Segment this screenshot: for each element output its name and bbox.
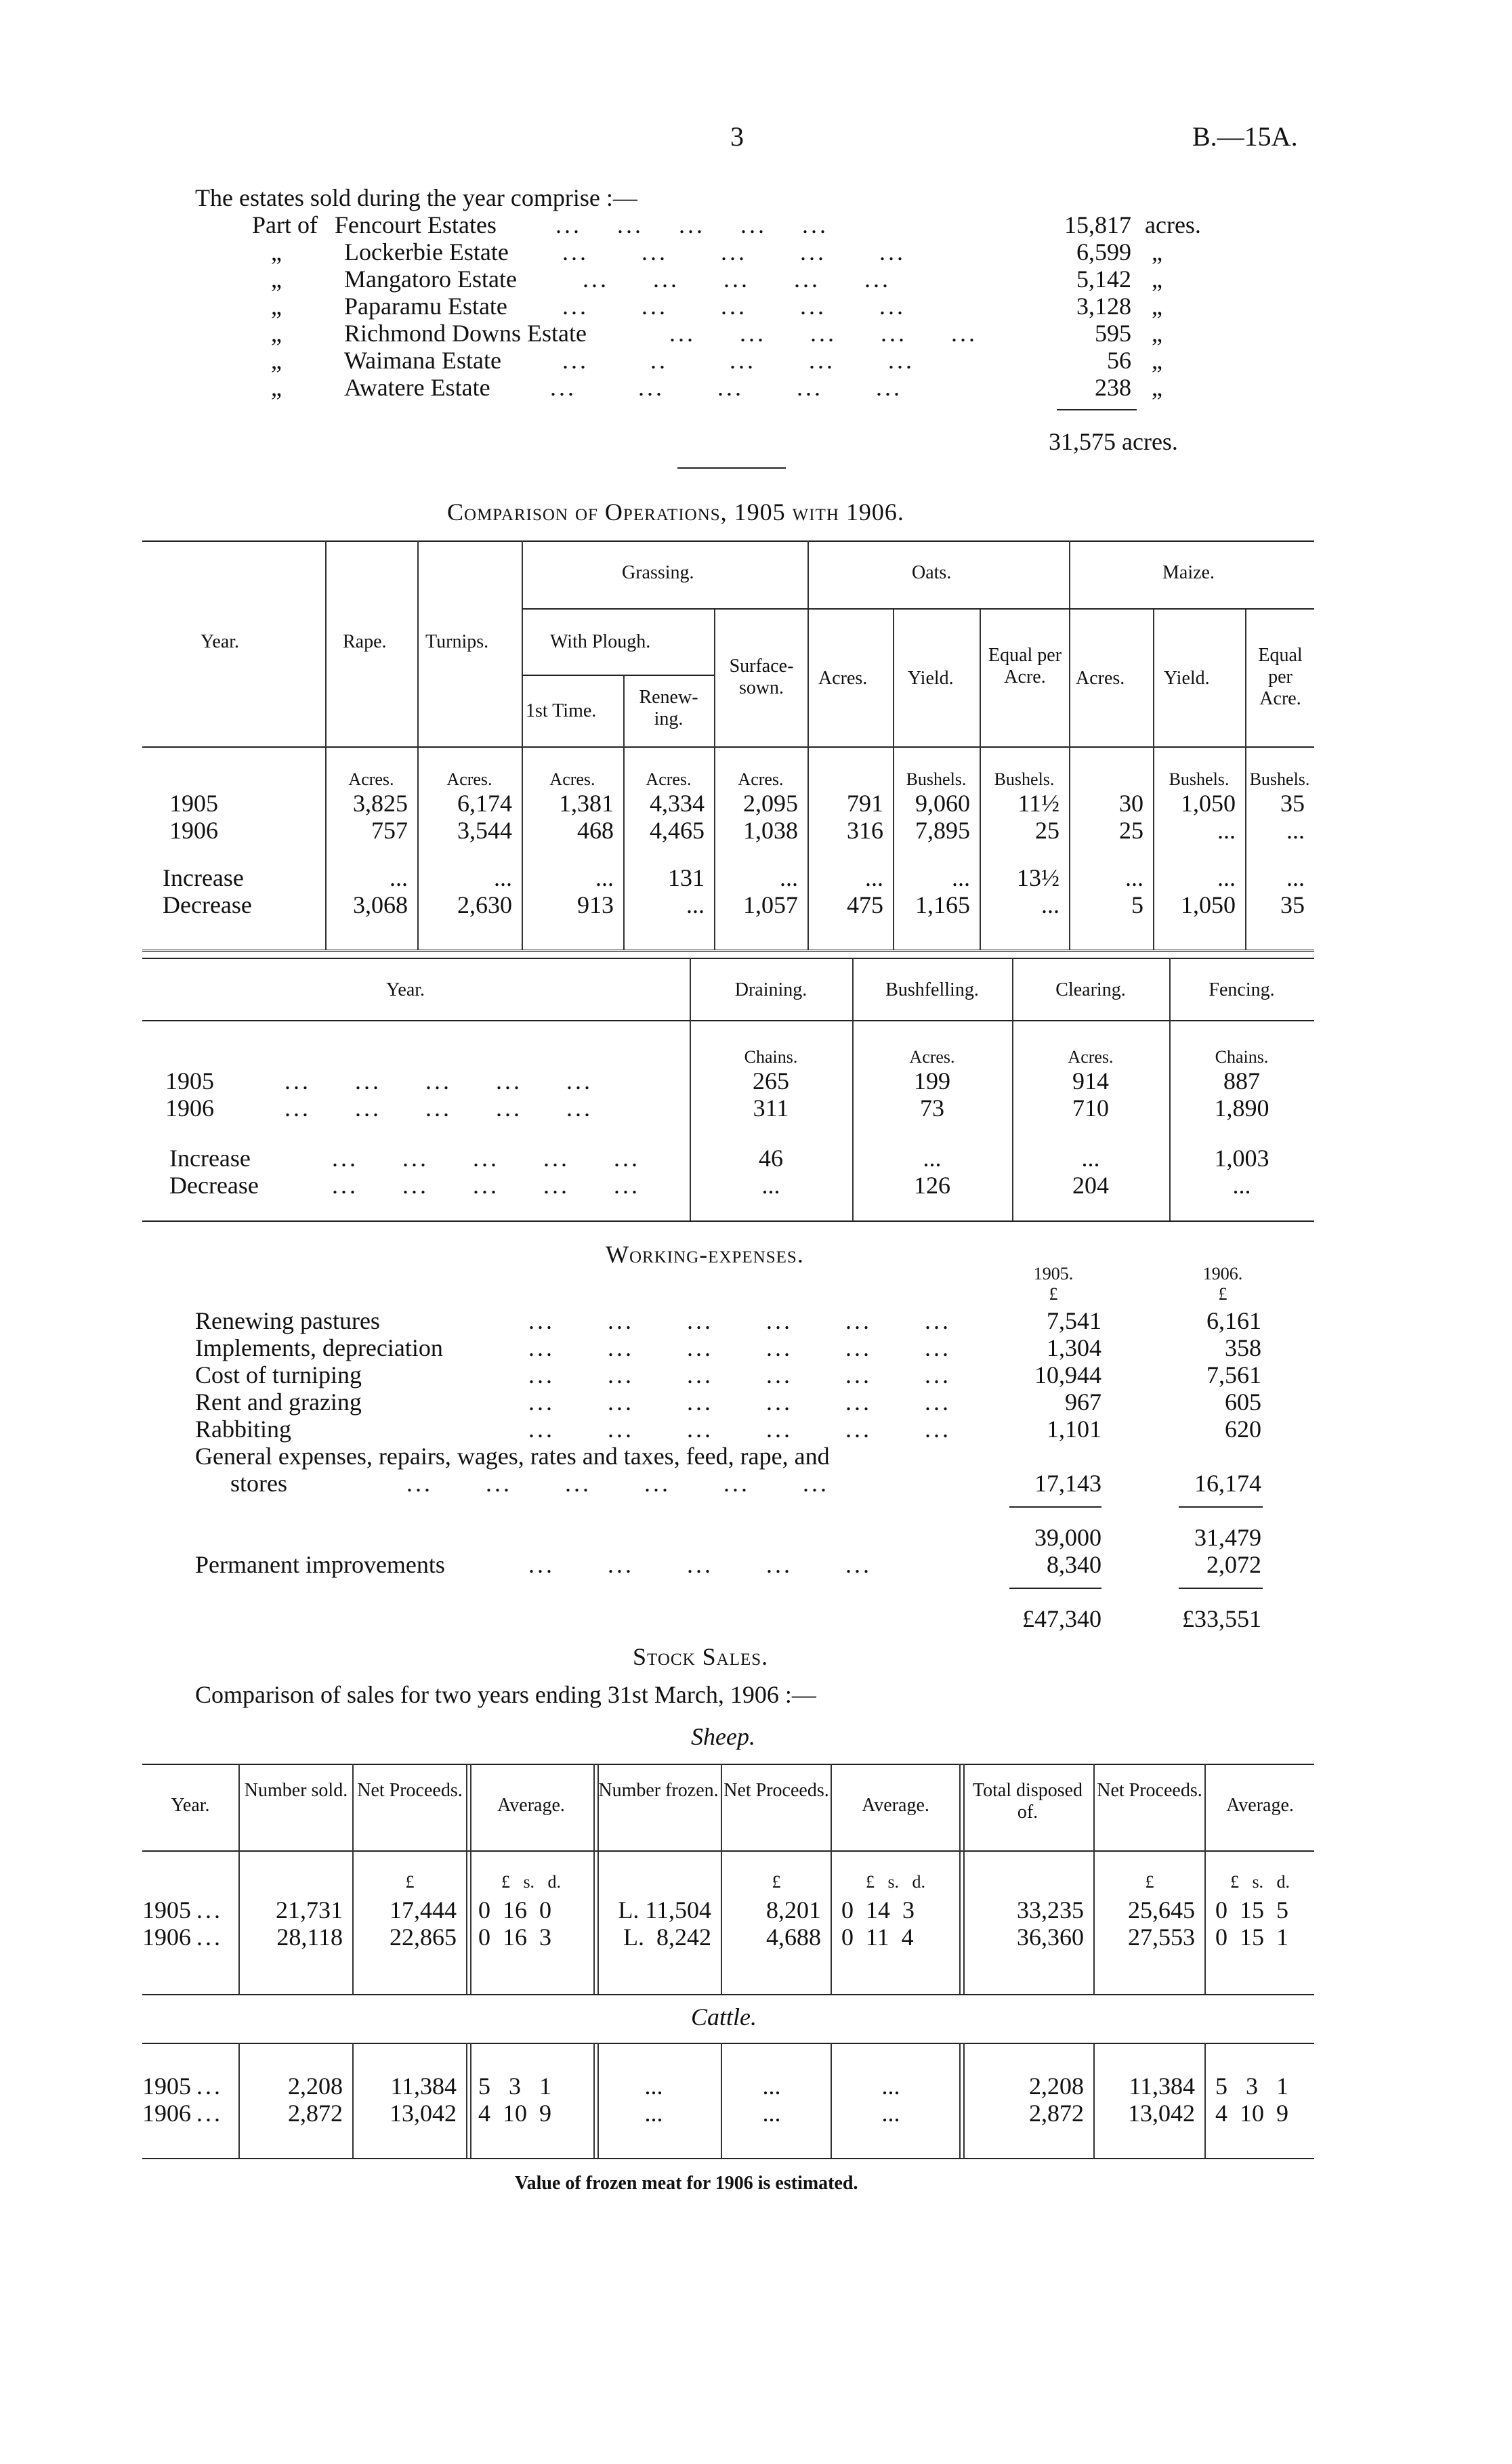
currency-symbol: £	[1049, 1284, 1058, 1304]
general-expenses-label: General expenses, repairs, wages, rates and taxes, feed, rape, and	[195, 1443, 830, 1470]
section-rule	[677, 467, 786, 469]
col-header-maize-equal: Equal per Acre.	[1258, 645, 1303, 709]
expense-1905: 1,101	[1047, 1416, 1101, 1443]
estate-prefix: Part of	[252, 211, 318, 238]
table-cell: 265	[753, 1067, 789, 1095]
col-header-oats-yield: Yield.	[908, 668, 954, 689]
leader-dots: ... ... ... ... ... ...	[528, 1416, 951, 1443]
col-header-average: Average.	[1226, 1795, 1294, 1816]
table-cell: 1,381	[559, 790, 614, 817]
header-rule	[807, 608, 1069, 610]
total-1906: £33,551	[1182, 1605, 1261, 1632]
table-cell: 25	[1119, 817, 1143, 844]
expense-1905: 967	[1065, 1388, 1101, 1416]
table-bottom-rule	[142, 1220, 1314, 1222]
estate-unit: „	[1152, 293, 1162, 320]
estate-name: Mangatoro Estate	[344, 265, 517, 293]
table-cell: ...	[494, 864, 512, 891]
table-cell: 30	[1119, 790, 1143, 817]
table-cell: 4,465	[650, 817, 705, 844]
col-header-clearing: Clearing.	[1055, 979, 1126, 1000]
table-cell: 914	[1072, 1067, 1109, 1095]
col-header-maize-acres: Acres.	[1076, 668, 1125, 689]
table-cell: L. 8,242	[623, 1924, 711, 1951]
row-label: 1906	[165, 1095, 214, 1122]
leader-dots: ... ... ... ... ... ...	[528, 1334, 951, 1361]
table-cell: 757	[371, 817, 408, 844]
unit-label: Acres.	[738, 769, 784, 789]
col-header-net-proceeds: Net Proceeds.	[1097, 1780, 1202, 1801]
expense-1906: 620	[1225, 1416, 1261, 1443]
table-cell: 5	[1131, 891, 1143, 918]
unit-label: Bushels.	[906, 769, 967, 789]
leader-dots: ...	[196, 1924, 223, 1951]
table-cell: 46	[759, 1145, 783, 1172]
col-header-oats-equal: Equal per Acre.	[988, 645, 1062, 687]
sheep-title: Sheep.	[691, 1723, 755, 1750]
leader-dots: ... ... ... ... ...	[332, 1145, 640, 1172]
unit-label: Acres.	[549, 769, 595, 789]
expenses-col-1905: 1905.	[1033, 1264, 1074, 1283]
table-cell: 475	[847, 891, 883, 918]
estate-name: Richmond Downs Estate	[344, 320, 587, 347]
table-cell: 0 14 3	[841, 1896, 915, 1924]
table-cell: 913	[577, 891, 614, 918]
table-cell: 5 3 1	[478, 2073, 551, 2100]
table-bottom-rule	[142, 1994, 1314, 1995]
table-cell: ...	[780, 864, 798, 891]
estates-total: 31,575 acres.	[1049, 428, 1178, 455]
table-cell: ...	[881, 2100, 900, 2127]
table-cell: 22,865	[390, 1924, 457, 1951]
leader-dots: ... ... ... ... ...	[669, 320, 978, 347]
column-rule	[1204, 2043, 1206, 2158]
total-rule	[1179, 1588, 1263, 1589]
col-header-average: Average.	[862, 1795, 929, 1816]
table-cell: 887	[1223, 1067, 1260, 1095]
table-cell: ...	[1041, 891, 1059, 918]
stock-title: Stock Sales.	[633, 1643, 769, 1670]
col-header-turnips: Turnips.	[425, 631, 489, 652]
header-bottom-rule	[142, 1850, 1314, 1852]
table-cell: ...	[644, 2100, 663, 2127]
total-rule	[1009, 1588, 1101, 1589]
expense-label: Cost of turniping	[195, 1361, 362, 1388]
table-cell: 316	[847, 817, 883, 844]
row-label: Decrease	[169, 1172, 259, 1199]
table-cell: 126	[914, 1172, 950, 1199]
header-bottom-rule	[142, 746, 1314, 748]
table-cell: 791	[847, 790, 883, 817]
estate-acres: 3,128	[1076, 293, 1131, 320]
estate-prefix: „	[271, 293, 282, 320]
table-cell: 36,360	[1017, 1924, 1084, 1951]
unit-label: £	[405, 1872, 415, 1892]
unit-label: Bushels.	[1169, 769, 1230, 789]
table-cell: 311	[753, 1095, 789, 1122]
row-label: Decrease	[163, 891, 252, 918]
table-cell: 1,050	[1181, 790, 1236, 817]
leader-dots: ... ... ... ... ...	[562, 293, 906, 320]
row-label: 1906	[142, 1924, 191, 1951]
estate-prefix: „	[271, 238, 282, 265]
unit-label: Chains.	[1215, 1047, 1269, 1067]
expense-1905: 10,944	[1034, 1361, 1101, 1388]
permanent-label: Permanent improvements	[195, 1551, 445, 1578]
leader-dots: ... ... ... ... ...	[555, 211, 828, 238]
leader-dots: ...	[196, 2100, 223, 2127]
subtotal-rule	[1179, 1506, 1263, 1508]
table-cell: 0 15 1	[1215, 1924, 1288, 1951]
header-rule	[522, 675, 714, 676]
table-cell: 13,042	[390, 2100, 457, 2127]
row-label: 1906	[142, 2100, 191, 2127]
table-cell: 73	[920, 1095, 944, 1122]
leader-dots: ...	[196, 1896, 223, 1924]
table-cell: 0 16 0	[478, 1896, 551, 1924]
table-cell: ...	[923, 1145, 942, 1172]
col-header-number-frozen: Number frozen.	[598, 1780, 719, 1801]
table-cell: 13,042	[1128, 2100, 1195, 2127]
table-cell: 25,645	[1128, 1896, 1195, 1924]
row-label: 1905	[165, 1067, 214, 1095]
col-header-oats: Oats.	[912, 562, 952, 583]
table-cell: 33,235	[1017, 1896, 1084, 1924]
table-cell: 2,208	[288, 2073, 343, 2100]
table-cell: 2,095	[743, 790, 798, 817]
unit-label: Acres.	[646, 769, 692, 789]
expenses-title: Working-expenses.	[606, 1241, 804, 1268]
unit-label: Acres.	[446, 769, 492, 789]
row-label: 1905	[142, 1896, 191, 1924]
col-header-rape: Rape.	[343, 631, 387, 652]
table-cell: 4 10 9	[478, 2100, 551, 2127]
table-cell: 21,731	[276, 1896, 343, 1924]
table-cell: 0 16 3	[478, 1924, 551, 1951]
col-header-grassing: Grassing.	[622, 562, 694, 583]
expenses-col-1906: 1906.	[1202, 1264, 1243, 1283]
table-cell: 2,208	[1029, 2073, 1084, 2100]
table-cell: ...	[1081, 1145, 1100, 1172]
table-cell: ...	[595, 864, 614, 891]
unit-label: £ s. d.	[865, 1872, 926, 1892]
col-header-bushfelling: Bushfelling.	[885, 979, 979, 1000]
total-1905: £47,340	[1022, 1605, 1101, 1632]
table-cell: ...	[1125, 864, 1143, 891]
estate-prefix: „	[271, 374, 282, 401]
general-1905: 17,143	[1034, 1470, 1101, 1497]
estate-name: Fencourt Estates	[335, 211, 497, 238]
table-cell: 6,174	[457, 790, 512, 817]
page-number: 3	[730, 121, 744, 152]
estate-name: Waimana Estate	[344, 347, 501, 374]
estate-acres: 56	[1107, 347, 1131, 374]
table-cell: 3,544	[457, 817, 512, 844]
table-cell: ...	[762, 2073, 781, 2100]
table-cell: 13½	[1017, 864, 1059, 891]
table-cell: 1,057	[743, 891, 798, 918]
table-cell: 1,890	[1214, 1095, 1269, 1122]
table-cell: 0 11 4	[841, 1924, 914, 1951]
col-header-maize-yield: Yield.	[1164, 668, 1210, 689]
table-cell: 4 10 9	[1215, 2100, 1288, 2127]
estate-unit: „	[1152, 320, 1162, 347]
estate-name: Awatere Estate	[344, 374, 490, 401]
table-cell: ...	[1217, 817, 1236, 844]
leader-dots: ... ... ... ... ...	[285, 1067, 593, 1095]
table-cell: 468	[577, 817, 614, 844]
estate-prefix: „	[271, 265, 282, 293]
estates-intro: The estates sold during the year comprise :—	[195, 184, 637, 211]
general-1906: 16,174	[1194, 1470, 1261, 1497]
table-top-rule	[142, 2043, 1314, 2044]
row-label: Increase	[163, 864, 244, 891]
estate-name: Lockerbie Estate	[344, 238, 509, 265]
table-cell: 204	[1072, 1172, 1109, 1199]
table-cell: 3,068	[353, 891, 408, 918]
general-expenses-label-cont: stores	[230, 1470, 287, 1497]
table-cell: 11½	[1017, 790, 1059, 817]
stock-intro: Comparison of sales for two years ending 31st March, 1906 :—	[195, 1681, 816, 1708]
estate-acres: 238	[1095, 374, 1131, 401]
table-cell: 25	[1035, 817, 1059, 844]
col-header-year: Year.	[386, 979, 425, 1000]
expense-1905: 7,541	[1047, 1307, 1101, 1334]
table-cell: ...	[952, 864, 970, 891]
subtotal-1906: 31,479	[1194, 1524, 1261, 1551]
col-header-net-proceeds: Net Proceeds.	[723, 1780, 829, 1801]
table-cell: 1,038	[743, 817, 798, 844]
table-cell: 2,872	[288, 2100, 343, 2127]
unit-label: Chains.	[744, 1047, 798, 1067]
total-rule	[1057, 409, 1137, 410]
expense-label: Renewing pastures	[195, 1307, 380, 1334]
table-cell: 17,444	[390, 1896, 457, 1924]
table-cell: L. 11,504	[618, 1896, 711, 1924]
table-cell: 9,060	[915, 790, 970, 817]
document-reference: B.—15A.	[1192, 121, 1298, 152]
col-header-oats-acres: Acres.	[818, 668, 868, 689]
row-label: 1906	[169, 817, 218, 844]
header-rule	[1069, 608, 1314, 610]
table-cell: 2,872	[1029, 2100, 1084, 2127]
currency-symbol: £	[1218, 1284, 1227, 1304]
table-top-rule	[142, 540, 1314, 542]
estate-unit: „	[1152, 265, 1162, 293]
unit-label: £	[772, 1872, 781, 1892]
stock-footnote: Value of frozen meat for 1906 is estimated.	[515, 2173, 858, 2194]
subtotal-1905: 39,000	[1034, 1524, 1101, 1551]
table-top-rule	[142, 958, 1314, 959]
expense-label: Implements, depreciation	[195, 1334, 443, 1361]
col-header-first-time: 1st Time.	[526, 700, 597, 721]
expense-label: Rent and grazing	[195, 1388, 362, 1416]
col-header-draining: Draining.	[734, 979, 807, 1000]
comparison-title: Comparison of Operations, 1905 with 1906.	[447, 498, 904, 526]
table-cell: 5 3 1	[1215, 2073, 1288, 2100]
expense-1905: 1,304	[1047, 1334, 1101, 1361]
estate-acres: 6,599	[1076, 238, 1131, 265]
col-header-renewing: Renew-ing.	[639, 687, 698, 729]
table-cell: 1,003	[1214, 1145, 1269, 1172]
unit-label: Acres.	[1068, 1047, 1114, 1067]
leader-dots: ... ... ... ... ... ...	[528, 1307, 951, 1334]
table-cell: 1,050	[1181, 891, 1236, 918]
table-cell: 0 15 5	[1215, 1896, 1288, 1924]
col-header-fencing: Fencing.	[1209, 979, 1275, 1000]
header-bottom-rule	[142, 1020, 1314, 1021]
table-cell: ...	[686, 891, 705, 918]
table-cell: ...	[761, 1172, 780, 1199]
leader-dots: ... ... ... ... ...	[528, 1551, 872, 1578]
leader-dots: ... .. ... ... ...	[562, 347, 915, 374]
table-cell: 7,895	[915, 817, 970, 844]
estate-unit: „	[1152, 347, 1162, 374]
table-cell: 1,165	[915, 891, 970, 918]
table-cell: ...	[1286, 817, 1305, 844]
table-cell: 11,384	[390, 2073, 457, 2100]
col-header-number-sold: Number sold.	[244, 1780, 348, 1801]
col-header-net-proceeds: Net Proceeds.	[357, 1780, 463, 1801]
unit-label: Bushels.	[1249, 769, 1310, 789]
leader-dots: ... ... ... ... ...	[562, 238, 906, 265]
table-cell: 4,688	[766, 1924, 821, 1951]
expense-1906: 6,161	[1206, 1307, 1261, 1334]
unit-label: £	[1145, 1872, 1154, 1892]
col-header-year: Year.	[201, 631, 240, 652]
estate-acres: 5,142	[1076, 265, 1131, 293]
expense-label: Rabbiting	[195, 1416, 291, 1443]
leader-dots: ... ... ... ... ...	[550, 374, 902, 401]
table-cell: ...	[1286, 864, 1305, 891]
table-cell: 2,630	[457, 891, 512, 918]
col-header-average: Average.	[497, 1795, 565, 1816]
estate-unit: acres.	[1145, 211, 1201, 238]
col-header-maize: Maize.	[1162, 562, 1215, 583]
estate-acres: 595	[1095, 320, 1131, 347]
estate-prefix: „	[271, 320, 282, 347]
permanent-1906: 2,072	[1206, 1551, 1261, 1578]
table-cell: ...	[865, 864, 883, 891]
row-label: Increase	[169, 1145, 251, 1172]
leader-dots: ...	[196, 2073, 223, 2100]
table-cell: 710	[1072, 1095, 1109, 1122]
table-cell: ...	[1217, 864, 1236, 891]
row-label: 1905	[142, 2073, 191, 2100]
leader-dots: ... ... ... ... ... ...	[406, 1470, 829, 1497]
expense-1906: 358	[1225, 1334, 1261, 1361]
table-top-rule	[142, 1764, 1314, 1765]
table-bottom-rule	[142, 950, 1314, 952]
leader-dots: ... ... ... ... ... ...	[528, 1388, 951, 1416]
table-cell: 4,334	[650, 790, 705, 817]
header-rule	[522, 608, 807, 610]
table-cell: ...	[881, 2073, 900, 2100]
leader-dots: ... ... ... ... ...	[583, 265, 891, 293]
column-rule	[466, 2043, 471, 2158]
table-cell: ...	[390, 864, 408, 891]
leader-dots: ... ... ... ... ... ...	[528, 1361, 951, 1388]
leader-dots: ... ... ... ... ...	[332, 1172, 640, 1199]
unit-label: £ s. d.	[501, 1872, 562, 1892]
unit-label: Bushels.	[994, 769, 1055, 789]
table-cell: 11,384	[1129, 2073, 1195, 2100]
estate-name: Paparamu Estate	[344, 293, 507, 320]
col-header-surface-sown: Surface-sown.	[729, 656, 794, 698]
estate-unit: „	[1152, 374, 1162, 401]
table-cell: 131	[668, 864, 705, 891]
table-cell: 35	[1280, 891, 1305, 918]
table-cell: 3,825	[353, 790, 408, 817]
subtotal-rule	[1009, 1506, 1101, 1508]
expense-1906: 605	[1225, 1388, 1261, 1416]
unit-label: Acres.	[348, 769, 394, 789]
col-header-total-disposed: Total disposed of.	[972, 1780, 1083, 1823]
table-cell: 28,118	[276, 1924, 343, 1951]
table-cell: ...	[644, 2073, 663, 2100]
row-label: 1905	[169, 790, 218, 817]
table-cell: 8,201	[766, 1896, 821, 1924]
unit-label: Acres.	[909, 1047, 955, 1067]
table-cell: 199	[914, 1067, 950, 1095]
table-cell: ...	[762, 2100, 781, 2127]
col-header-year: Year.	[171, 1795, 210, 1816]
expense-1906: 7,561	[1206, 1361, 1261, 1388]
table-cell: 27,553	[1128, 1924, 1195, 1951]
estate-acres: 15,817	[1064, 211, 1131, 238]
estate-prefix: „	[271, 347, 282, 374]
estate-unit: „	[1152, 238, 1162, 265]
cattle-title: Cattle.	[691, 2003, 757, 2031]
leader-dots: ... ... ... ... ...	[285, 1095, 593, 1122]
col-header-with-plough: With Plough.	[550, 631, 651, 652]
unit-label: £ s. d.	[1230, 1872, 1290, 1892]
table-cell: ...	[1232, 1172, 1251, 1199]
table-cell: 35	[1280, 790, 1305, 817]
permanent-1905: 8,340	[1047, 1551, 1101, 1578]
table-bottom-rule	[142, 2158, 1314, 2159]
